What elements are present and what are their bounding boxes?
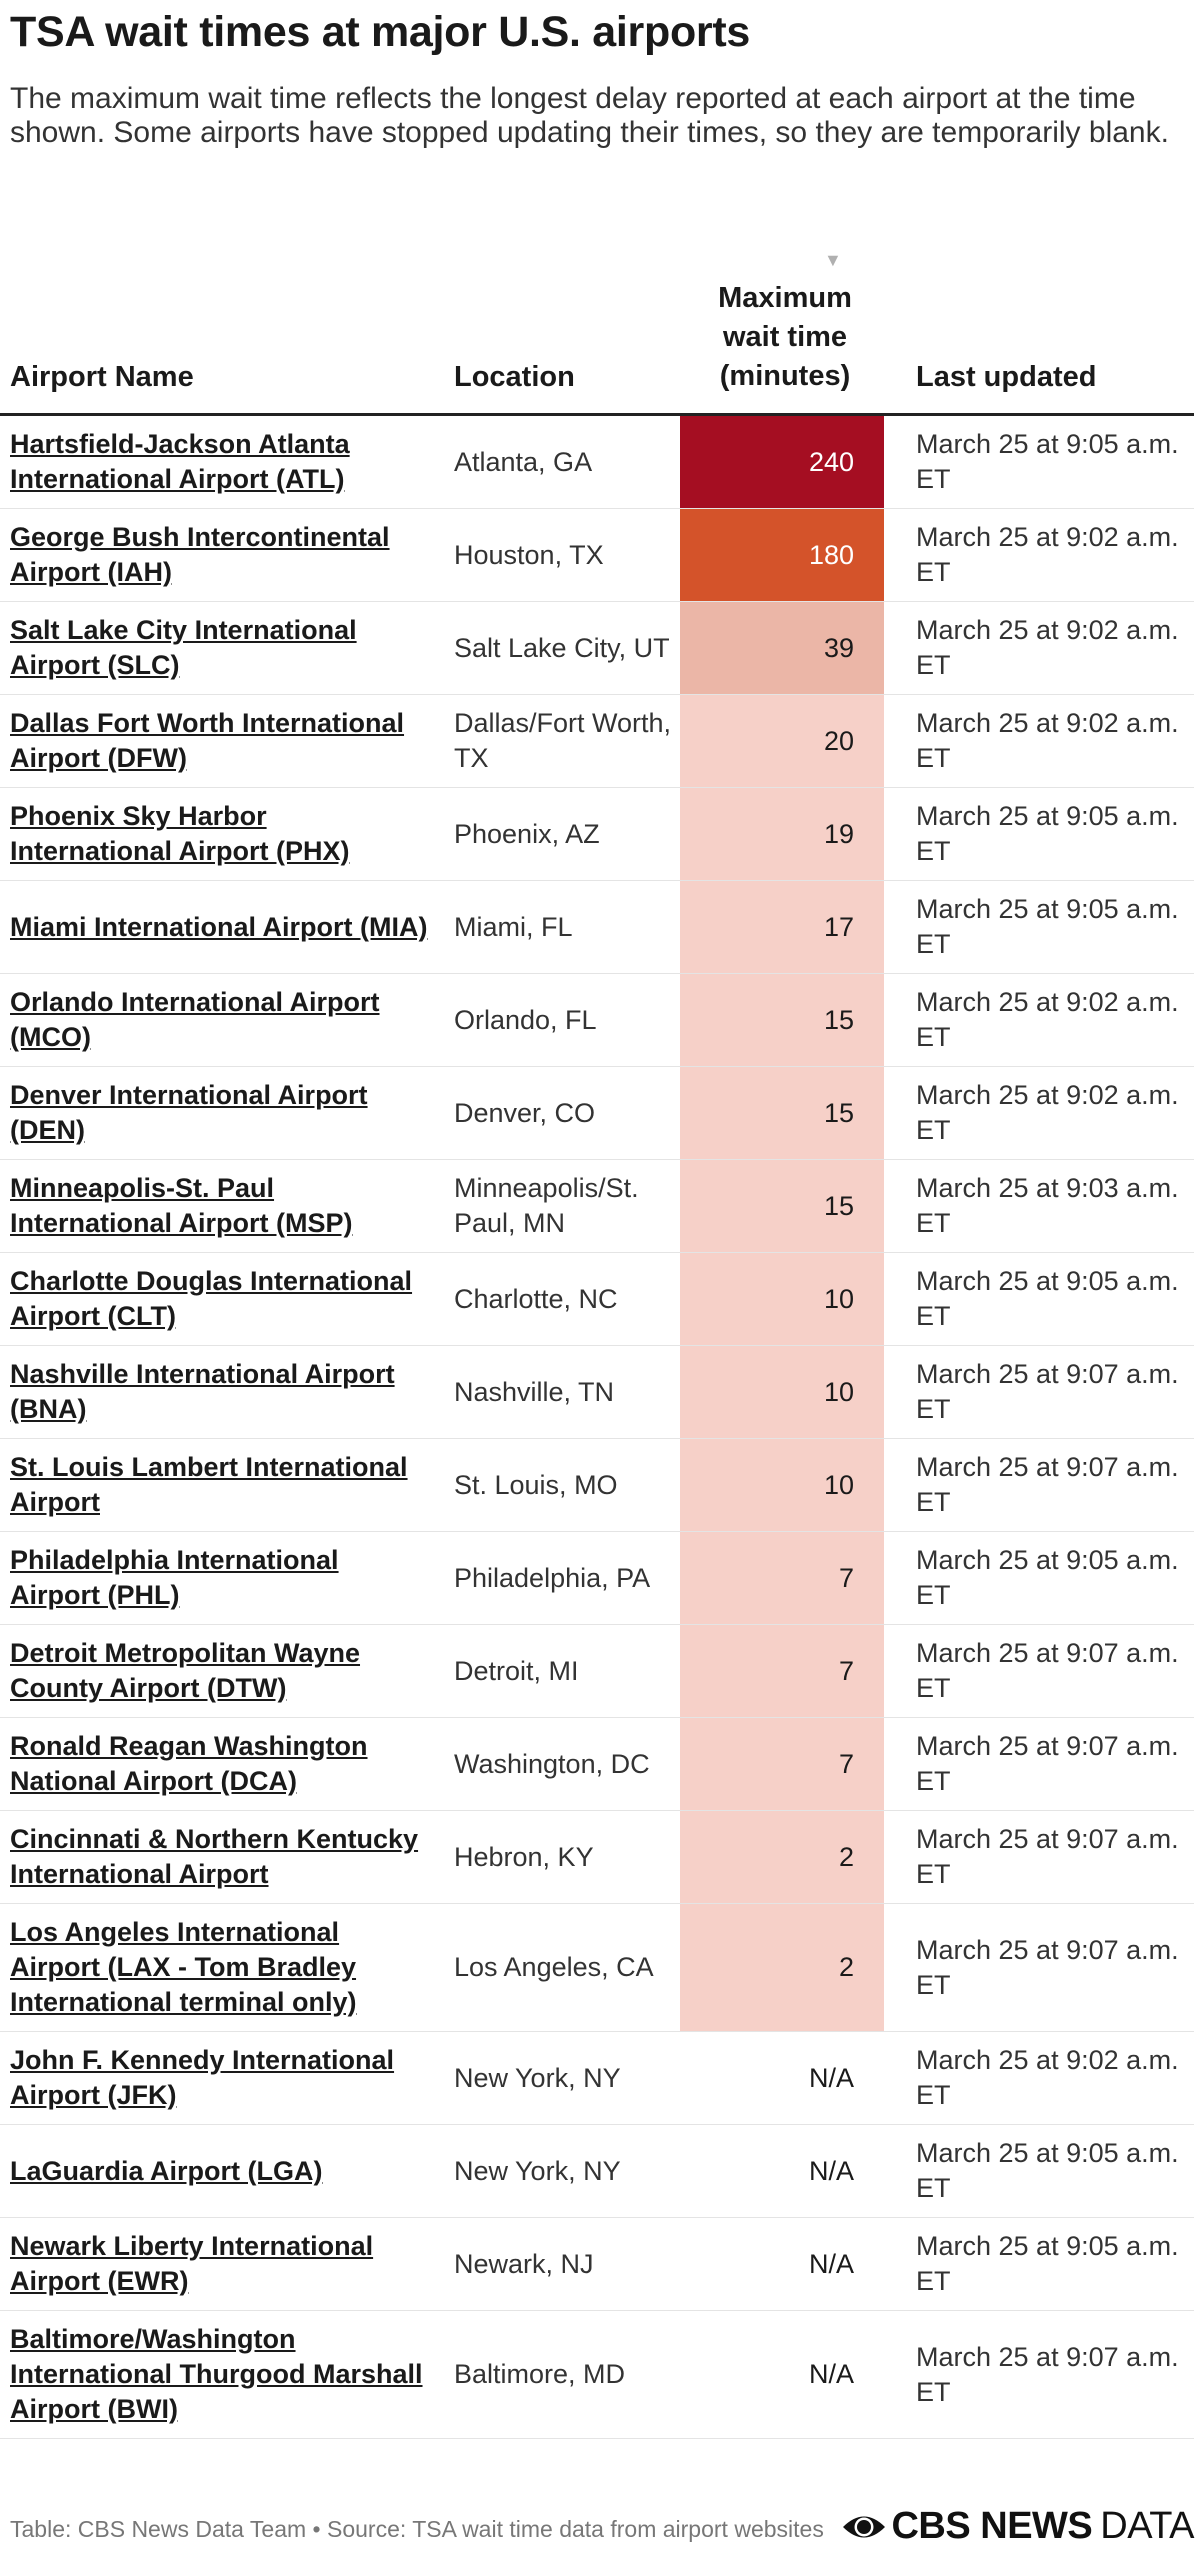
airport-name-link[interactable]: Denver International Airport (DEN) (10, 1080, 368, 1145)
airport-name-link[interactable]: Philadelphia International Airport (PHL) (10, 1545, 339, 1610)
airport-name-link[interactable]: Miami International Airport (MIA) (10, 911, 428, 942)
last-updated: March 25 at 9:02 a.m. ET (916, 522, 1179, 587)
last-updated: March 25 at 9:02 a.m. ET (916, 1080, 1179, 1145)
table-row (0, 1718, 1194, 1811)
brand-name: CBS NEWS (891, 2505, 1093, 2547)
wait-time-cell: 20 (680, 695, 884, 787)
airport-location: Atlanta, GA (454, 446, 593, 477)
airport-location: St. Louis, MO (454, 1469, 618, 1500)
airport-name-link[interactable]: John F. Kennedy International Airport (JFK) (10, 2045, 395, 2110)
airport-location: Charlotte, NC (454, 1283, 618, 1314)
airport-location: Phoenix, AZ (454, 818, 600, 849)
last-updated: March 25 at 9:05 a.m. ET (916, 429, 1179, 494)
wait-time-cell: N/A (808, 2359, 854, 2389)
wait-time-cell: 19 (680, 788, 884, 880)
last-updated: March 25 at 9:07 a.m. ET (916, 2341, 1179, 2407)
airport-location: Houston, TX (454, 539, 604, 570)
page-subtitle: The maximum wait time reflects the longest delay reported at each airport at the time shown. Some airports have stopped updating their times, so they are temporarily blank. (10, 82, 1169, 149)
wait-time-cell: N/A (808, 2062, 854, 2093)
last-updated: March 25 at 9:05 a.m. ET (916, 2231, 1179, 2296)
airport-name-link[interactable]: Nashville International Airport (BNA) (10, 1359, 395, 1424)
airport-location: Nashville, TN (454, 1376, 615, 1407)
table-row (0, 1346, 1194, 1439)
airport-name-link[interactable]: Minneapolis-St. Paul International Airport (MSP) (10, 1173, 353, 1238)
sort-arrow-icon[interactable]: ▼ (824, 250, 842, 270)
table-row (0, 2311, 1194, 2439)
table-row (0, 695, 1194, 788)
last-updated: March 25 at 9:03 a.m. ET (916, 1173, 1179, 1238)
table-row (0, 1904, 1194, 2032)
wait-time-cell: 2 (680, 1904, 884, 2031)
wait-time-cell: 7 (680, 1625, 884, 1717)
airport-location: Orlando, FL (454, 1004, 597, 1035)
airport-location: New York, NY (454, 2155, 621, 2186)
table-row (0, 881, 1194, 974)
wait-time-cell: 15 (680, 1067, 884, 1159)
cbs-news-data-logo (841, 2505, 1194, 2548)
airport-location: Miami, FL (454, 911, 573, 942)
column-header-location[interactable]: Location (454, 361, 575, 393)
wait-time-cell: 180 (680, 509, 884, 601)
table-row (0, 509, 1194, 602)
airport-name-link[interactable]: Los Angeles International Airport (LAX - Tom Bradley International terminal only) (10, 1917, 357, 2017)
airport-location: Hebron, KY (454, 1841, 594, 1872)
table-row (0, 2125, 1194, 2218)
airport-name-link[interactable]: Dallas Fort Worth International Airport (DFW) (10, 708, 405, 773)
airport-location: New York, NY (454, 2062, 621, 2093)
source-note: Table: CBS News Data Team • Source: TSA wait time data from airport websites (10, 2516, 824, 2542)
wait-time-cell: 10 (680, 1346, 884, 1438)
last-updated: March 25 at 9:02 a.m. ET (916, 2045, 1179, 2110)
table-body (0, 416, 1194, 2439)
airport-name-link[interactable]: Charlotte Douglas International Airport (CLT) (10, 1266, 413, 1331)
table-row (0, 1160, 1194, 1253)
last-updated: March 25 at 9:07 a.m. ET (916, 1934, 1179, 2000)
brand-suffix: DATA (1100, 2505, 1194, 2547)
airport-location: Minneapolis/St. Paul, MN (454, 1173, 639, 1238)
airport-location: Detroit, MI (454, 1655, 579, 1686)
airport-location: Los Angeles, CA (454, 1952, 654, 1982)
table-row (0, 416, 1194, 509)
airport-location: Denver, CO (454, 1097, 596, 1128)
airport-name-link[interactable]: Orlando International Airport (MCO) (10, 987, 380, 1052)
airport-location: Salt Lake City, UT (454, 632, 670, 663)
table-row (0, 974, 1194, 1067)
airport-location: Baltimore, MD (454, 2359, 626, 2389)
airport-name-link[interactable]: Ronald Reagan Washington National Airport (DCA) (10, 1731, 368, 1796)
airport-location: Washington, DC (454, 1748, 650, 1779)
wait-time-cell: 17 (680, 881, 884, 973)
wait-time-cell: N/A (808, 2155, 854, 2186)
last-updated: March 25 at 9:05 a.m. ET (916, 894, 1179, 959)
last-updated: March 25 at 9:07 a.m. ET (916, 1638, 1179, 1703)
page-title: TSA wait times at major U.S. airports (10, 8, 750, 56)
airport-name-link[interactable]: LaGuardia Airport (LGA) (10, 2155, 323, 2186)
airport-name-link[interactable]: Hartsfield-Jackson Atlanta International Airport (ATL) (10, 429, 350, 494)
wait-time-cell: 10 (680, 1253, 884, 1345)
column-header-max-wait[interactable]: Maximum wait time (minutes) (718, 282, 852, 392)
table-row (0, 1439, 1194, 1532)
wait-time-cell: N/A (808, 2248, 854, 2279)
table-row (0, 1532, 1194, 1625)
last-updated: March 25 at 9:07 a.m. ET (916, 1452, 1179, 1517)
wait-time-cell: 2 (680, 1811, 884, 1903)
last-updated: March 25 at 9:05 a.m. ET (916, 1266, 1179, 1331)
last-updated: March 25 at 9:05 a.m. ET (916, 2138, 1179, 2203)
last-updated: March 25 at 9:02 a.m. ET (916, 708, 1179, 773)
last-updated: March 25 at 9:02 a.m. ET (916, 987, 1179, 1052)
airport-name-link[interactable]: George Bush Intercontinental Airport (IAH) (10, 522, 390, 587)
wait-time-cell: 240 (680, 416, 884, 508)
wait-time-cell: 7 (680, 1532, 884, 1624)
wait-time-cell: 7 (680, 1718, 884, 1810)
airport-name-link[interactable]: St. Louis Lambert International Airport (10, 1452, 408, 1517)
table-row (0, 1067, 1194, 1160)
table-row (0, 788, 1194, 881)
airport-name-link[interactable]: Newark Liberty International Airport (EWR) (10, 2231, 374, 2296)
airport-name-link[interactable]: Phoenix Sky Harbor International Airport (PHX) (10, 801, 350, 866)
airport-name-link[interactable]: Cincinnati & Northern Kentucky International Airport (10, 1824, 419, 1889)
last-updated: March 25 at 9:07 a.m. ET (916, 1824, 1179, 1889)
table-row (0, 1625, 1194, 1718)
airport-location: Philadelphia, PA (454, 1562, 651, 1593)
column-header-last-updated[interactable]: Last updated (916, 361, 1097, 393)
wait-time-cell: 15 (680, 1160, 884, 1252)
last-updated: March 25 at 9:02 a.m. ET (916, 615, 1179, 680)
last-updated: March 25 at 9:07 a.m. ET (916, 1731, 1179, 1796)
table-row (0, 1811, 1194, 1904)
table-row (0, 2218, 1194, 2311)
airport-name-link[interactable]: Baltimore/Washington International Thurgood Marshall Airport (BWI) (10, 2324, 423, 2424)
table-row (0, 2032, 1194, 2125)
column-header-airport-name[interactable]: Airport Name (10, 361, 194, 393)
airport-name-link[interactable]: Salt Lake City International Airport (SLC) (10, 615, 357, 680)
table-row (0, 602, 1194, 695)
wait-time-cell: 15 (680, 974, 884, 1066)
airport-location: Newark, NJ (454, 2248, 594, 2279)
cbs-eye-icon (841, 2510, 887, 2544)
last-updated: March 25 at 9:05 a.m. ET (916, 1545, 1179, 1610)
wait-time-cell: 10 (680, 1439, 884, 1531)
last-updated: March 25 at 9:05 a.m. ET (916, 801, 1179, 866)
table-row (0, 1253, 1194, 1346)
airport-name-link[interactable]: Detroit Metropolitan Wayne County Airport (DTW) (10, 1638, 361, 1703)
wait-time-cell: 39 (680, 602, 884, 694)
airport-location: Dallas/Fort Worth, TX (454, 708, 672, 773)
last-updated: March 25 at 9:07 a.m. ET (916, 1359, 1179, 1424)
